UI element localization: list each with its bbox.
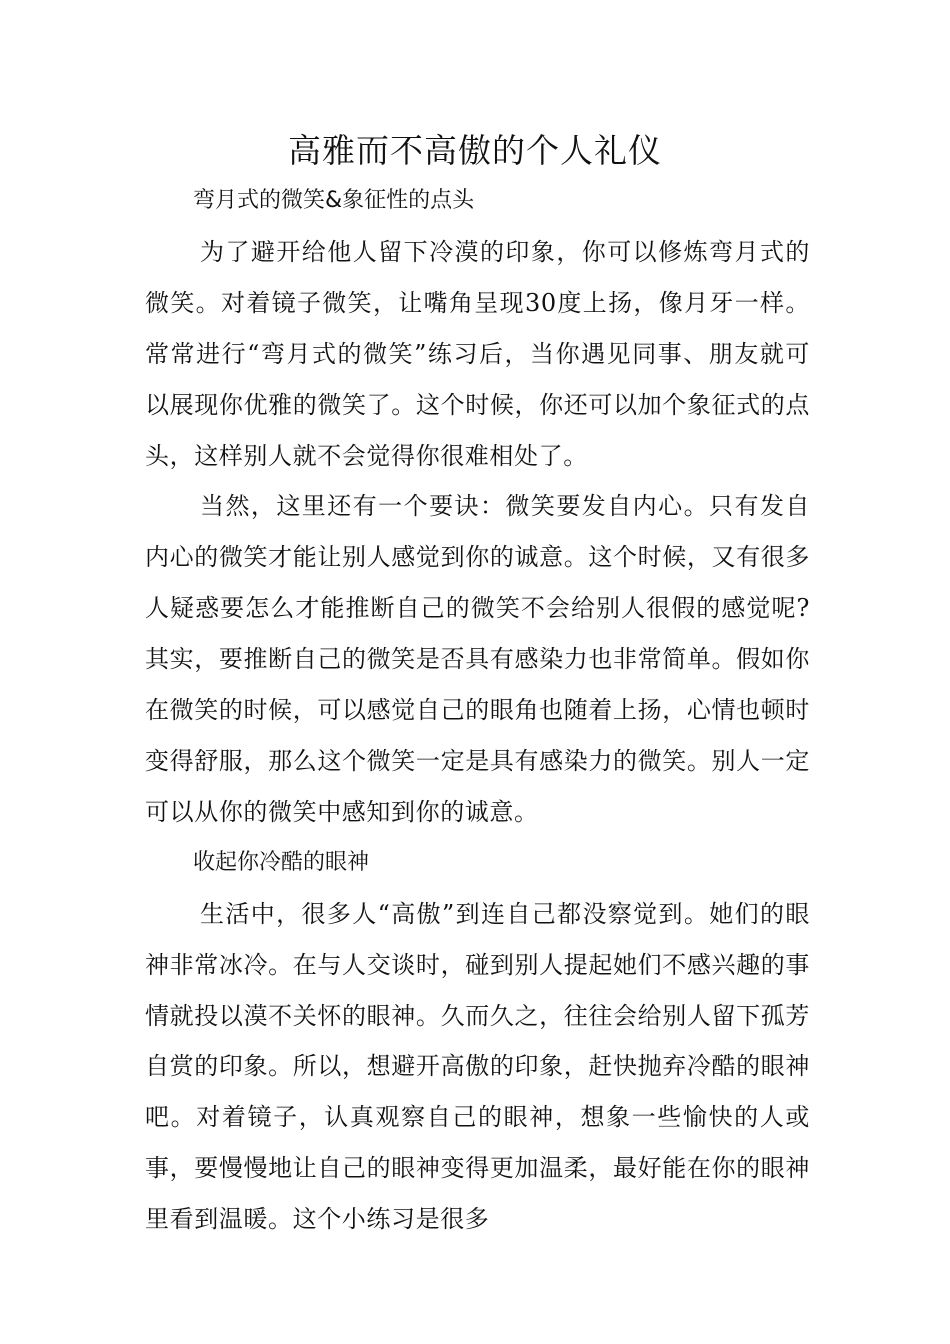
section-heading: 弯月式的微笑&象征性的点头: [193, 188, 475, 213]
paragraph: 生活中，很多人“高傲”到连自己都没察觉到。她们的眼神非常冰冷。在与人交谈时，碰到别人提起她们不感兴趣的事情就投以漠不关怀的眼神。久而久之，往往会给别人留下孤芳自赏的印象。所以，想避开高傲的印象，赶快抛弃冷酷的眼神吧。对着镜子，认真观察自己的眼神，想象一些愉快的人或事，要慢慢地让自己的眼神变得更加温柔，最好能在你的眼神里看到温暖。这个小练习是很多: [145, 899, 810, 1234]
paragraph: 为了避开给他人留下冷漠的印象，你可以修炼弯月式的微笑。对着镜子微笑，让嘴角呈现30度上扬，像月牙一样。常常进行“弯月式的微笑”练习后，当你遇见同事、朋友就可以展现你优雅的微笑了。这个时候，你还可以加个象征式的点头，这样别人就不会觉得你很难相处了。: [145, 237, 810, 470]
paragraph: 当然，这里还有一个要诀：微笑要发自内心。只有发自内心的微笑才能让别人感觉到你的诚意。这个时候，又有很多人疑惑要怎么才能推断自己的微笑不会给别人很假的感觉呢?其实，要推断自己的微笑是否具有感染力也非常简单。假如你在微笑的时候，可以感觉自己的眼角也随着上扬，心情也顿时变得舒服，那么这个微笑一定是具有感染力的微笑。别人一定可以从你的微笑中感知到你的诚意。: [145, 492, 810, 826]
document-title: 高雅而不高傲的个人礼仪: [288, 131, 662, 170]
section-heading: 收起你冷酷的眼神: [193, 849, 370, 875]
document-body: [145, 176, 810, 1245]
